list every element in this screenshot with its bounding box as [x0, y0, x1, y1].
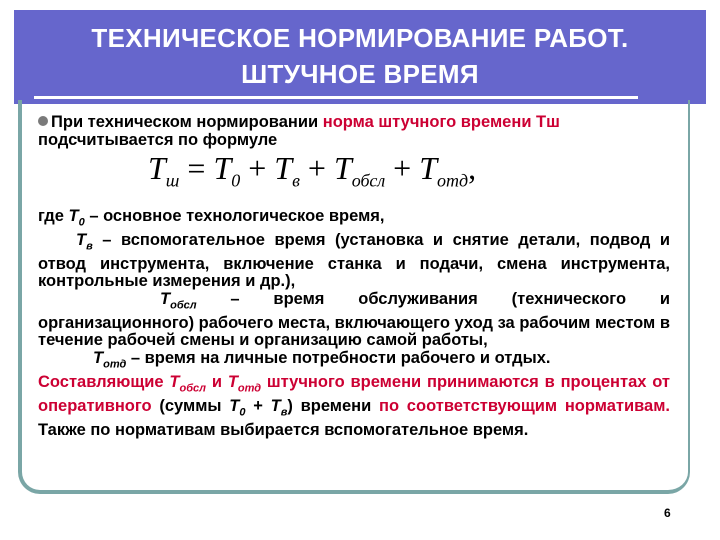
intro-paragraph	[38, 114, 670, 149]
formula-equals: =	[187, 150, 206, 186]
title-line-1: ТЕХНИЧЕСКОЕ НОРМИРОВАНИЕ РАБОТ.	[91, 23, 629, 53]
conclusion-paragraph: Составляющие $Т_{обсл}$ и $Т_{отд}$ штучного времени принимаются в процентах от оперативного (суммы $Т_0 + Т_в$) времени по соответствующим нормативам. Также по нормативам выбирается вспомогательное время.	[38, 372, 671, 439]
definition-tobsl: $Т_{обсл}$ – время обслуживания (технического и организационного) рабочего места, включающего уход за рабочим местом в течение рабочей смены и организацию самой работы,	[38, 289, 670, 350]
title-divider	[34, 96, 638, 99]
title-line-2: ШТУЧНОЕ ВРЕМЯ	[241, 59, 479, 89]
formula-plus: +	[307, 150, 326, 186]
page-number: 6	[664, 506, 671, 520]
bullet-icon	[38, 116, 48, 126]
definitions	[38, 208, 670, 439]
formula-tv: $T_в$	[274, 150, 300, 191]
formula-plus: +	[248, 150, 267, 186]
slide-title	[14, 20, 706, 92]
formula	[148, 150, 476, 191]
formula-tobsl: $T_{обсл}$	[333, 150, 386, 191]
definition-totd: $Т_{отд}$ – время на личные потребности рабочего и отдых.	[93, 349, 551, 371]
formula-totd: $T_{отд}$	[419, 150, 469, 191]
formula-comma: ,	[468, 150, 477, 186]
definition-t0: где $Т_0$ – основное технологическое время,	[38, 207, 385, 229]
intro-lead: При техническом нормировании	[51, 113, 319, 131]
intro-highlight: норма штучного времени Тш	[322, 113, 560, 131]
formula-t0: $T_0$	[213, 150, 241, 191]
formula-plus: +	[393, 150, 412, 186]
definition-tv: $Т_в$ – вспомогательное время (установка и снятие детали, подвод и отвод инструмента, включение станка и подачи, смена инструмента, контрольные измерения и др.),	[38, 230, 670, 291]
formula-lhs: $T_ш$	[148, 150, 180, 191]
intro-tail: подсчитывается по формуле	[38, 130, 278, 149]
